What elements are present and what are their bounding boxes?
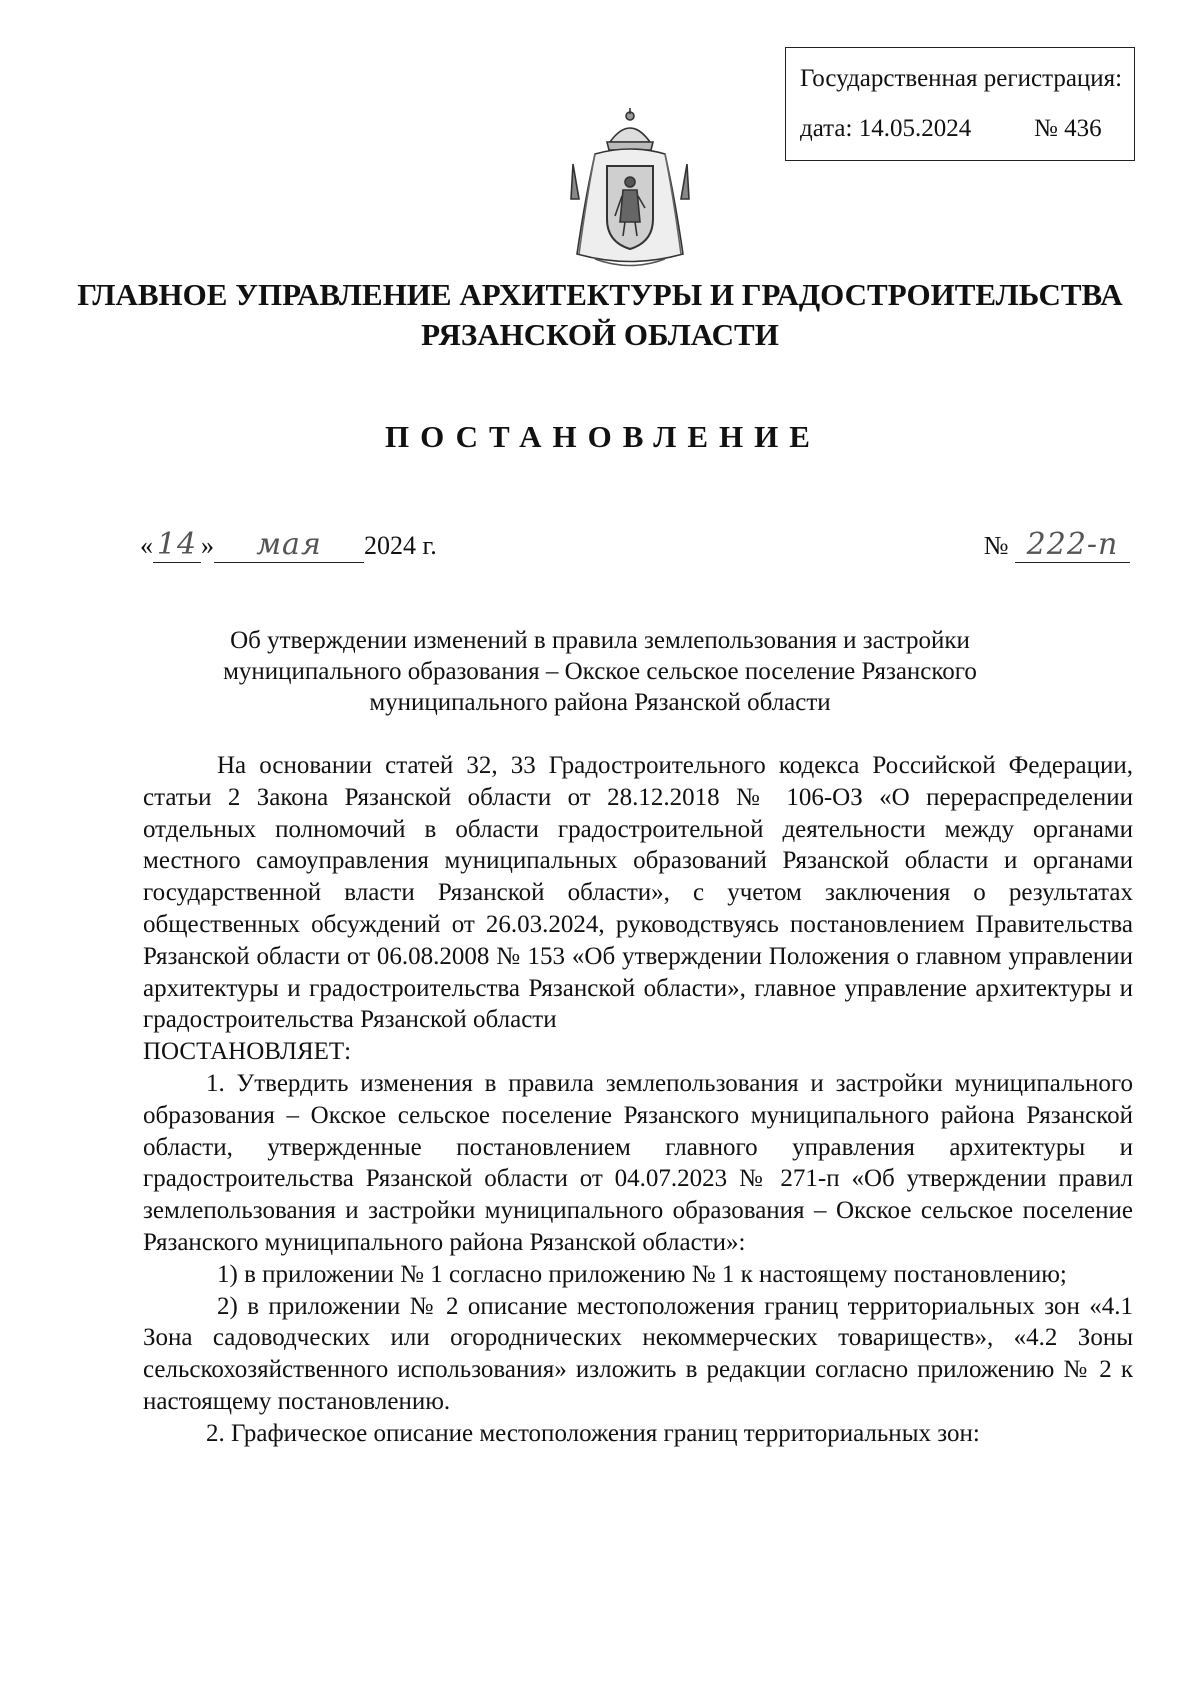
registration-stamp (785, 47, 1135, 161)
item-1-paragraph: 1. Утвердить изменения в правила землепользования и застройки муниципального образования – Окское сельское поселение Рязанского муниципального района Рязанской области, утвержденные постановлением главного управления архитектуры и градостроительства Рязанской области от 04.07.2023 № 271-п «Об утверждении правил землепользования и застройки муниципального образования – Окское сельское поселение Рязанского муниципального района Рязанской области»: (143, 1069, 1133, 1256)
document-subject (200, 625, 1000, 718)
organization-line-1: ГЛАВНОЕ УПРАВЛЕНИЕ АРХИТЕКТУРЫ И ГРАДОСТРОИТЕЛЬСТВА (77, 277, 1123, 312)
registration-date: дата: 14.05.2024 (800, 115, 972, 142)
number-label: № (983, 531, 1009, 560)
date-year: 2024 г. (364, 531, 437, 560)
date-day-field (153, 529, 201, 563)
decree-number (984, 529, 1130, 563)
number-field (1015, 529, 1130, 563)
item-1-subitem-1: 1) в приложении № 1 согласно приложению № 1 к настоящему постановлению; (217, 1260, 1067, 1288)
subject-line-2: муниципального образования – Окское сельское поселение Рязанского (223, 658, 977, 685)
number-value: 222-п (1026, 527, 1119, 562)
organization-line-2: РЯЗАНСКОЙ ОБЛАСТИ (421, 317, 779, 352)
document-body (143, 750, 1133, 1450)
organization-name (0, 275, 1200, 355)
subject-line-3: муниципального района Рязанской области (369, 689, 831, 716)
date-month-field (214, 529, 364, 563)
ryazan-coat-of-arms-icon (565, 104, 695, 274)
decree-date (140, 529, 437, 563)
subject-line-1: Об утверждении изменений в правила землепользования и застройки (230, 627, 970, 654)
registration-number: № 436 (1034, 115, 1102, 142)
preamble-paragraph: На основании статей 32, 33 Градостроительного кодекса Российской Федерации, статьи 2 Закона Рязанской области от 28.12.2018 № 106-ОЗ «О перераспределении отдельных полномочий в области градостроительной деятельности между органами местного самоуправления муниципальных образований Рязанской области и органами государственной власти Рязанской области», с учетом заключения о результатах общественных обсуждений от 26.03.2024, руководствуясь постановлением Правительства Рязанской области от 06.08.2008 № 153 «Об утверждении Положения о главном управлении архитектуры и градостроительства Рязанской области», главное управление архитектуры и градостроительства Рязанской области (143, 752, 1133, 1034)
date-month: мая (256, 527, 322, 562)
registration-title: Государственная регистрация: (800, 65, 1123, 92)
item-2-paragraph: 2. Графическое описание местоположения границ территориальных зон: (206, 1419, 980, 1447)
date-number-line (140, 515, 1130, 563)
quote-open: « (140, 531, 153, 560)
quote-close: » (201, 531, 214, 560)
decree-word: ПОСТАНОВЛЯЕТ: (143, 1038, 352, 1066)
registration-row (800, 114, 1134, 144)
document-type: ПОСТАНОВЛЕНИЕ (385, 419, 821, 454)
item-1-subitem-2: 2) в приложении № 2 описание местоположения границ территориальных зон «4.1 Зона садоводческих или огороднических некоммерческих товариществ», «4.2 Зоны сельскохозяйственного использования» изложить в редакции согласно приложению № 2 к настоящему постановлению. (143, 1292, 1133, 1415)
date-day: 14 (156, 527, 198, 562)
